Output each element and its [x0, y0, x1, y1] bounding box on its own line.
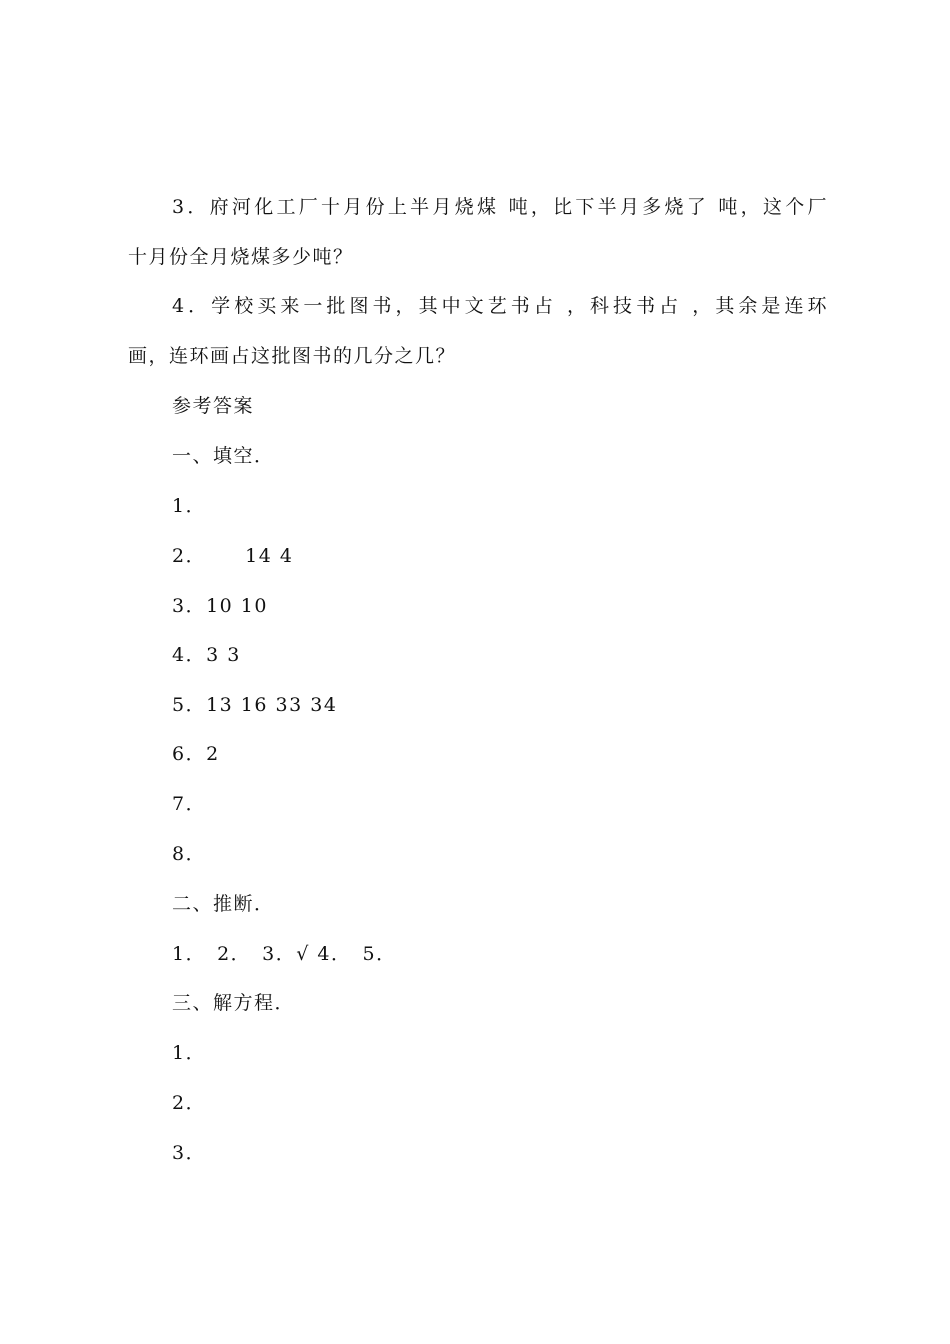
section-1-item: 3．10 10: [172, 595, 268, 617]
section-1-title: 一、填空．: [172, 445, 275, 467]
section-1-item: 5．13 16 33 34: [172, 694, 338, 716]
answers-heading: 参考答案: [172, 395, 255, 417]
section-1-item: 2． 14 4: [172, 545, 294, 567]
section-1-item: 4．3 3: [172, 644, 241, 666]
section-1-item: 6．2: [172, 743, 220, 765]
question-4-line-2: 画，连环画占这批图书的几分之几？: [128, 345, 457, 367]
question-3-line-2: 十月份全月烧煤多少吨？: [128, 246, 354, 268]
section-3-item: 3．: [172, 1142, 207, 1164]
section-1-item: 8．: [172, 843, 207, 865]
section-2-answers: 1． 2． 3．√ 4． 5．: [172, 943, 397, 965]
question-3-line-1: 3．府河化工厂十月份上半月烧煤 吨，比下半月多烧了 吨，这个厂: [172, 196, 828, 218]
section-1-item: 7．: [172, 793, 207, 815]
section-1-item: 1．: [172, 495, 207, 517]
section-2-title: 二、推断．: [172, 893, 275, 915]
section-3-item: 2．: [172, 1092, 207, 1114]
section-3-item: 1．: [172, 1042, 207, 1064]
question-4-line-1: 4．学校买来一批图书，其中文艺书占 ，科技书占 ，其余是连环: [172, 295, 828, 317]
section-3-title: 三、解方程．: [172, 992, 296, 1014]
